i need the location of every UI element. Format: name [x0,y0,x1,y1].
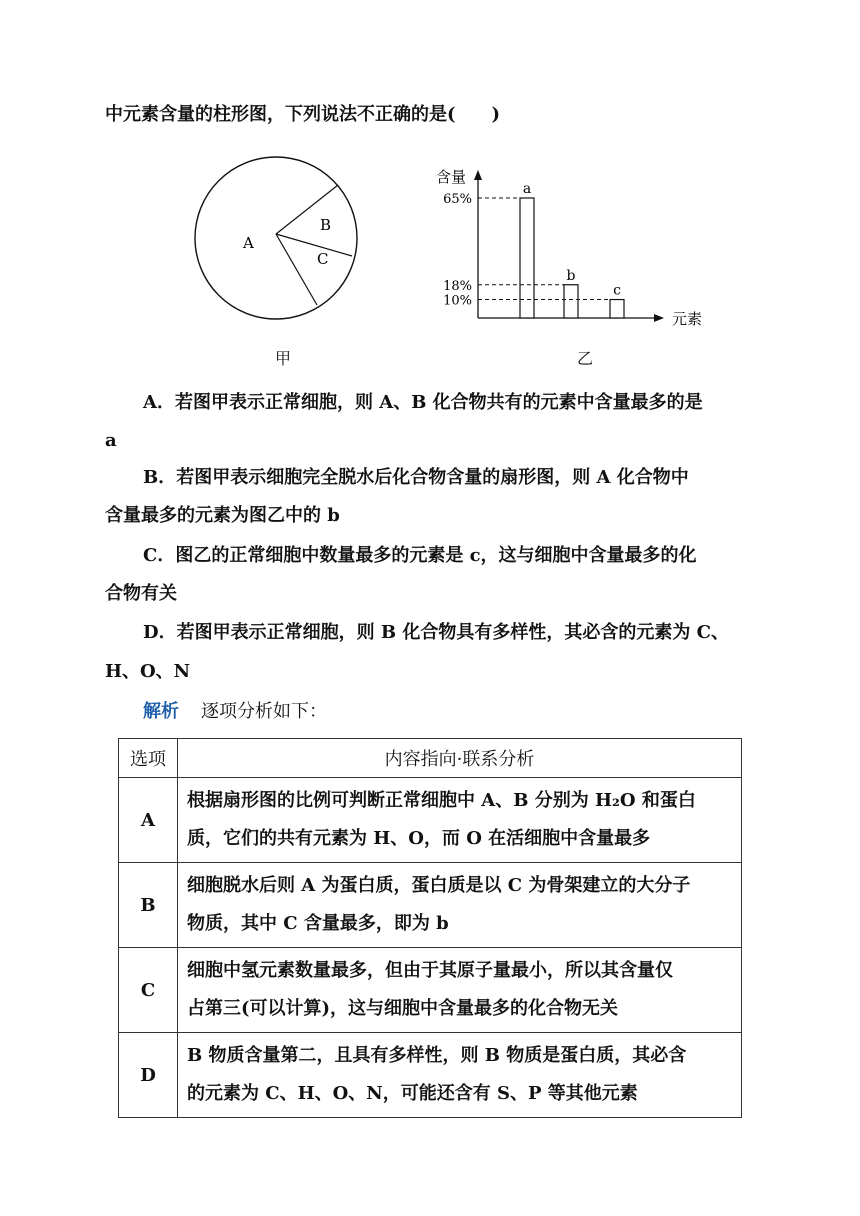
bar-label-b: b [566,267,576,284]
option-d-line2: H、O、N [105,661,191,682]
row-content [178,948,742,1033]
pie-label-b: B [320,216,332,234]
row-content-line: 根据扇形图的比例可判断正常细胞中 A、B 分别为 H₂O 和蛋白 [187,790,696,811]
row-content [178,778,742,863]
row-content-line: 物质，其中 C 含量最多，即为 b [187,913,449,934]
y-axis-arrow [474,170,482,180]
row-content-line: B 物质含量第二，且具有多样性，则 B 物质是蛋白质，其必含 [187,1045,687,1066]
row-content-line: 质，它们的共有元素为 H、O，而 O 在活细胞中含量最多 [187,828,651,849]
option-a-line2: a [105,430,117,451]
option-c-line1: C．图乙的正常细胞中数量最多的元素是 c，这与细胞中含量最多的化 [143,545,697,566]
header-option: 选项 [119,739,178,778]
row-content-line: 的元素为 C、H、O、N，可能还含有 S、P 等其他元素 [187,1083,638,1104]
figure-jia-caption: 甲 [275,349,292,368]
option-b-line2: 含量最多的元素为图乙中的 b [105,505,340,526]
row-option: C [119,948,178,1033]
row-content-line: 细胞中氢元素数量最多，但由于其原子量最小，所以其含量仅 [187,960,673,981]
question-intro: 中元素含量的柱形图，下列说法不正确的是( ) [105,104,501,125]
pie-label-c: C [317,250,329,268]
row-content-line: 细胞脱水后则 A 为蛋白质，蛋白质是以 C 为骨架建立的大分子 [187,875,691,896]
pie-outline [195,157,357,319]
row-content [178,1033,742,1118]
table-row [119,863,742,948]
option-c-line2: 合物有关 [105,583,177,604]
row-option: D [119,1033,178,1118]
figure-yi-bar-chart [430,158,720,338]
table-row [119,1033,742,1118]
figure-yi-caption: 乙 [577,349,594,368]
bar-label-c: c [613,282,621,299]
row-content-line: 占第三(可以计算)，这与细胞中含量最多的化合物无关 [187,998,619,1019]
analysis-intro: 逐项分析如下： [201,701,327,722]
row-content [178,863,742,948]
option-b-line1: B．若图甲表示细胞完全脱水后化合物含量的扇形图，则 A 化合物中 [143,467,689,488]
row-option: B [119,863,178,948]
row-option: A [119,778,178,863]
bar-label-a: a [522,181,532,197]
table-row [119,778,742,863]
table-row [119,948,742,1033]
y-tick-label: 10% [443,293,472,309]
x-axis-arrow [654,314,664,322]
y-tick-label: 18% [443,278,472,294]
figure-jia-pie [188,150,364,326]
analysis-table [118,738,742,1118]
pie-label-a: A [243,234,254,252]
y-axis-label: 含量 [436,168,467,186]
y-tick-label: 65% [443,192,472,207]
bar-c [610,300,624,318]
option-d-line1: D．若图甲表示正常细胞，则 B 化合物具有多样性，其必含的元素为 C、 [143,622,729,643]
analysis-heading [143,699,765,725]
header-content: 内容指向·联系分析 [178,739,742,778]
table-header-row [119,739,742,778]
analysis-label: 解析 [143,701,179,722]
bar-b [564,285,578,318]
option-a-line1: A．若图甲表示正常细胞，则 A、B 化合物共有的元素中含量最多的是 [143,392,703,413]
x-axis-label: 元素 [672,310,703,328]
